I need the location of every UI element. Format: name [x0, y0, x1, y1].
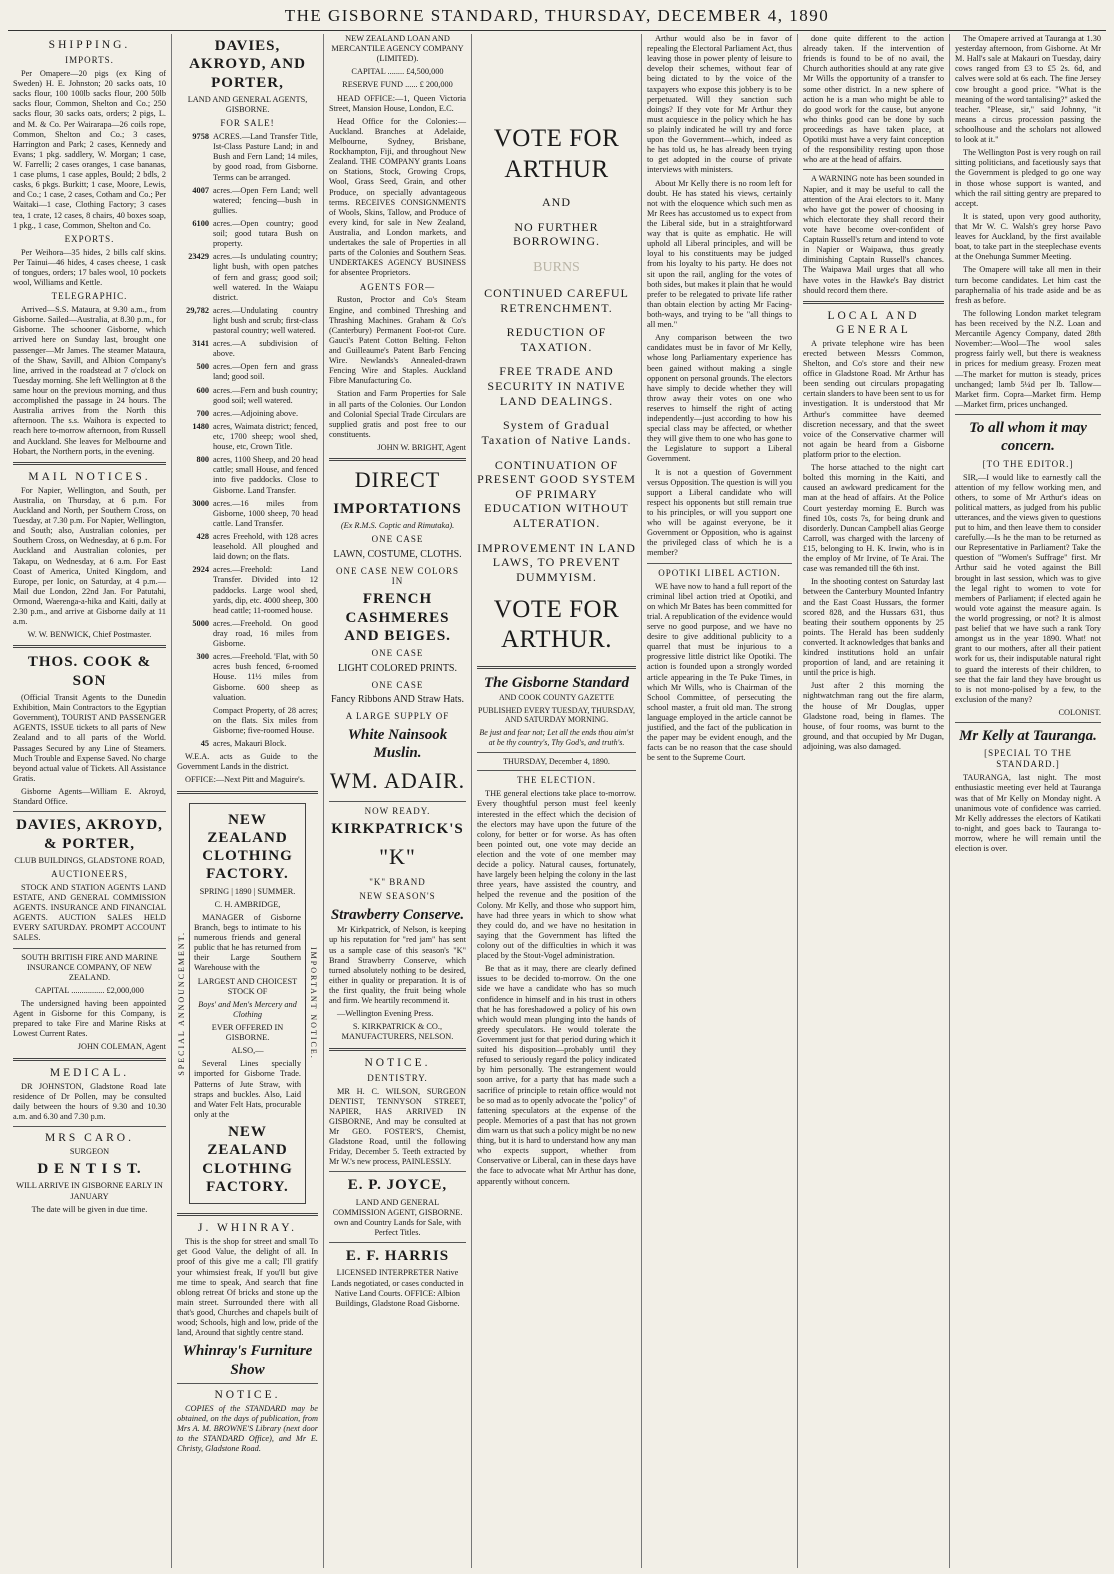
divider [477, 666, 636, 669]
property-acres: 6100 [192, 218, 209, 228]
one-case-1: ONE CASE [371, 534, 424, 545]
property-listing [177, 252, 318, 303]
property-description: acres, 1100 Sheep, and 20 head cattle; small House, and fenced into five paddocks. Close to Gisborne. Land Transfer. [213, 455, 318, 495]
strawberry: Strawberry Conserve. [330, 907, 465, 924]
property-listing [177, 532, 318, 562]
dentistry: DENTISTRY. [367, 1072, 428, 1083]
property-acres: 428 [196, 532, 209, 542]
cook-agents: Gisborne Agents—William E. Akroyd, Standard Office. [13, 786, 166, 807]
divider [13, 1126, 166, 1127]
divider [477, 752, 636, 753]
vote-for-arthur-1: VOTE FOR ARTHUR [493, 125, 620, 183]
now-ready: NOW READY. [364, 806, 431, 817]
property-description: ACRES.—Land Transfer Title, Ist-Class Pasture Land; in and Bush and Fern Land; 14 miles, by good road, from Gisborne. Terms can be arranged. [213, 132, 318, 182]
divider [329, 1171, 466, 1172]
divider [647, 563, 792, 564]
column-2 [172, 34, 324, 1568]
retrenchment: CONTINUED CAREFUL RETRENCHMENT. [484, 285, 629, 315]
property-listing [177, 362, 318, 382]
property-listing [177, 409, 318, 419]
property-acres: 9758 [192, 132, 209, 142]
cook-heading: THOS. COOK & SON [27, 654, 152, 689]
free-trade: FREE TRADE AND SECURITY IN NATIVE LAND DEALINGS. [487, 364, 626, 408]
dap-sub: CLUB BUILDINGS, GLADSTONE ROAD, [14, 855, 165, 865]
nzl-reserve: RESERVE FUND ...... £ 200,000 [342, 80, 453, 90]
special-label: [SPECIAL TO THE STANDARD.] [984, 748, 1072, 770]
dap-heading: DAVIES, AKROYD, & PORTER, [16, 817, 163, 852]
largest: LARGEST AND CHOICEST STOCK OF [197, 976, 298, 996]
direct-heading: DIRECT [354, 467, 441, 493]
c5-text-2: About Mr Kelly there is no room left for doubt. He has stated his views, certainly not with the eloquence which such men as Mr Rees has accustomed us to expect from the Liberal side, but in a straightforward way that is quite as emphatic. He will uphold all Liberal principles, and will be loyal to his constituents may be judged from his loyalty to his party. He does not sit upon the rail, angling for the votes of both sides, but makes it plain that he would prefer to be relegated to private life rather than obtain election by acting Mr Facing-both-ways, and trying to be "all things to all men." [647, 178, 792, 330]
k-brand-logo: "K" [379, 844, 416, 870]
divider [329, 1242, 466, 1243]
editor-label: [TO THE EDITOR.] [982, 458, 1074, 469]
vertical-banner-right: IMPORTANT NOTICE. [309, 947, 318, 1060]
clothing-box [189, 803, 306, 1205]
sbf-capital: CAPITAL ................ £2,000,000 [35, 985, 144, 995]
c7-text-1: The Omapere arrived at Tauranga at 1.30 yesterday afternoon, from Gisborne. At Mr M. Hall's sale at Makauri on Tuesday, dairy cows ranged from £3 to £5 2s. 6d, and calves were sold at 6s each. The fine Jersey cow brought a good price. "What is the meaning of the word tantalising?" asked the teacher. "Please, sir," said Johnny, "it means a circus procession passing the schoolhouse and the scholars not allowed to look at it." [955, 34, 1101, 145]
c6-text-1: done quite different to the action already taken. If the intervention of friends is found to be of no avail, the Church authorities should at any rate give Mr Wills the opportunity of a transfer to some other district. In a new sphere of action he is a man who might be able to do good work for the cause, but anyone who thinks good can be done by such proceedings as have taken place, at Opotiki must have a very faint conception of the responsibility resting upon those who are at the head of affairs. [803, 34, 944, 165]
mail-heading: MAIL NOTICES. [28, 470, 151, 483]
whinray-heading: J. WHINRAY. [198, 1222, 297, 1235]
c7-text-2: The Wellington Post is very rough on rail sitting politicians, and facetiously says that the Government is pledged to go one way in those whose support is wanted, and which the rail sitting gentry are prepared to accept. [955, 148, 1101, 208]
masthead: THE GISBORNE STANDARD, THURSDAY, DECEMBER 4, 1890 [8, 4, 1106, 31]
c5-text-3: Any comparison between the two candidates must be in favor of Mr Kelly, whose long Parliamentary experience has been gained without making a single opponent on personal grounds. The electors have simply to decide whether they will throw away their votes on one who reserves to himself the right of acting independently—just according to how his special class may be affected, or whether they will give them to one who has gone to the Legislature to support a Liberal Government. [647, 333, 793, 464]
kirk-text: Mr Kirkpatrick, of Nelson, is keeping up his reputation for "red jam" has sent us a sample case of this season's "K" Brand Strawberry Conserve, which turned absolutely nothing to be desired, either in quality or preparation. It is of the first quality, the fruit being whole and firm. We heartily recommend it. [329, 925, 466, 1006]
divider [803, 169, 944, 170]
vertical-banner-left: SPECIAL ANNOUNCEMENT. [177, 931, 186, 1076]
muslin: White Nainsook Muslin. [347, 726, 448, 761]
property-acres: 23429 [188, 252, 209, 262]
lawn: LAWN, COSTUME, CLOTHS. [333, 549, 462, 561]
c6-text-4: In the shooting contest on Saturday last between the Canterbury Mounted Infantry and the East Coast Hussars, the former scored 828, and the Hussars 631, thus beating their southern opponents by 25 points. The Herald has been suddenly converted. It acknowledges that banks and kindred institutions hold an unfair proportion of land, and are retaining it until the price is high. [803, 577, 944, 678]
land-laws: IMPROVEMENT IN LAND LAWS, TO PREVENT DUMMYISM. [477, 540, 636, 584]
property-acres: 700 [196, 408, 209, 418]
c6-text-2: A private telephone wire has been erected between Messrs Common, Shelton, and Co's store and their new office in Gladstone Road. Mr Arthur has been sending out circulars propagating certain slanders to have been sent to us for investigation. It is understood that Mr Arthur's committee have deemed discretion necessary, and that the sweet voice of the Conservative charmer will not again be heard from a Gisborne platform prior to the election. [803, 338, 944, 459]
property-description: acres.—16 miles from Gisborne, 1000 sheep, 70 head cattle. Land Transfer. [213, 498, 318, 528]
telegraphic-text: Arrived—S.S. Mataura, at 9.30 a.m., from Gisborne. Sailed—Australia, at 8.30 p.m., for Gisborne. The schooner Gisborne, which arrived here on Sunday last, brought one passenger—Mr James. The steamer Mataura, of the Shaw, Savill, and Albion Company's line, arrived in the roadstead at 7 o'clock on Tuesday morning. She left Wellington at 8 the same hour on the previous morning, and thus accomplished the passage in 24 hours. The Australia arrives from the North this afternoon. The s.s. Waihora is expected to reach here to-morrow afternoon, from Russell and Auckland. She leaves for Melbourne and Hobart, the Northern ports, in the evening. [13, 305, 166, 456]
fancy: Fancy Ribbons AND Straw Hats. [330, 694, 465, 706]
editorial-2: Be that as it may, there are clearly defined issues to be decided to-morrow. On the one side we have a candidate who has so much confidence in himself and in his trust in others that he has foreshadowed a policy of his own which would mean plunging into the hands of greedy speculators. He would tolerate the Government just for that period during which it suited his disposition—probably until they refused to seriously regard the policy indicated by him personally. The estrangement would soon arrive, for a party that has made such a sacrifice of principle to retain office would not be so mad as to openly advocate the "policy" of fattening speculators at the expense of the people. Memories of a past that has not grown dim warn us that such a policy might be no new thing, but it is hard to understand how any man who expects support, whether from Conservative or Liberal, can in these days have the face to advocate what Mr Arthur has done, apparently without concern. [477, 964, 636, 1186]
property-description: acres.—Open fern and grass land; good soil. [213, 362, 318, 382]
paper-title: The Gisborne Standard [483, 674, 630, 691]
property-listing [177, 219, 318, 249]
auctioneers-heading: AUCTIONEERS, [51, 868, 128, 879]
property-listing [177, 739, 318, 749]
property-listing [177, 306, 318, 336]
property-description: acres, Makauri Block. [213, 739, 287, 749]
one-case-3: ONE CASE [371, 679, 424, 690]
office-note: OFFICE:—Next Pitt and Maguire's. [185, 775, 305, 785]
new-season: NEW SEASON'S [359, 891, 436, 902]
divider [477, 770, 636, 771]
harris-text: LICENSED INTERPRETER Native Lands negotiated, or cases conducted in Native Land Courts. OFFICE: Albion Buildings, Gladstone Road Gisborne. [331, 1268, 464, 1308]
c5-text-4: It is not a question of Government versus Opposition. The question is will you support a Liberal candidate who will respect his opponents but still remain true to his principles, or will you support one who will be against everyone, be it Government or Opposition, who is against the privileged class of which he is a member? [647, 467, 792, 558]
auctioneers-text: STOCK AND STATION AGENTS LAND ESTATE, AND GENERAL COMMISSION AGENTS. INSURANCE AND FINANCIAL AGENTS. AUCTION SALES HELD EVERY SATURDAY. PROMPT ACCOUNT SALES. [13, 882, 166, 943]
cook-text: (Official Transit Agents to the Dunedin Exhibition, Main Contractors to the Egyptian Government), TOURIST AND PASSENGER AGENTS, ISSUE tickets to all parts of New Zealand and to all parts of the World. Passages Secured by any Line of Steamers. Much Trouble and Expense Saved. No charge beyond actual value of Tickets. All Assistance Gratis. [13, 693, 166, 783]
property-description: acres.—Freehold. On good dray road, 16 miles from Gisborne. [213, 618, 318, 649]
divider [329, 1048, 466, 1051]
motto: Be just and fear not; Let all the ends thou aim'st at be thy country's, Thy God's, and truth's. [479, 728, 634, 747]
light-prints: LIGHT COLORED PRINTS. [338, 663, 457, 675]
joyce: E. P. JOYCE, [347, 1177, 448, 1194]
property-listing [177, 339, 318, 359]
libel-heading: OPOTIKI LIBEL ACTION. [658, 567, 781, 578]
burns-showthrough: BURNS [533, 259, 580, 275]
column-3 [324, 34, 472, 1568]
signed: COLONIST. [1058, 708, 1101, 718]
c7-text-5: The following London market telegram has been received by the N.Z. Loan and Mercantile Agency Company, dated 28th November:—Wool—The wool sales progress fairly well, but there is weakness in prices for medium greasy. Frozen meat—The market for mutton is steady, prices unchanged; lamb 5¼d per lb. Tallow—Market firm. Copra—Market firm. Hemp—Market firm, prices unchanged. [955, 308, 1101, 409]
imports-text: Per Omapere—20 pigs (ex King of Sweden) H. E. Johnston; 20 sacks oats, 10 sacks flour, 100 100lb sacks flour, 200 50lb sacks flour, Common, Shelton and Co.; 250 sacks flour, 30 sacks oats, orders; 2 pigs, L. and M. & Co. Per Wairarapa—26 coils rope, Common, Shelton and Co.; 3 cases, Harrington and Park; 2 cases, Kennedy and Evans; 1 pkg. saddlery, W. Morgan; 1 case, W. Farrelli; 2 cases oranges, 1 case bananas, 1 case plums, 1 case apples, Bould; 2 bdls, 2 casks, 6 pkgs. Burkitt; 1 case, Moore, Lewis, and Co.; 1 case, 2 cases, Cotham and Co.; Per Waitaki—1 case, Clothing Factory; 3 cases tea, 1 crate, 12 cases, 8 chairs, 40 boxes soap, 1 pkg., 1 case, Common, Shelton and Co. [13, 68, 166, 230]
notice-heading: NOTICE. [214, 1388, 281, 1401]
property-acres: 2924 [192, 565, 209, 575]
one-case-2: ONE CASE [371, 648, 424, 659]
offered: EVER OFFERED IN GISBORNE. [211, 1023, 284, 1043]
property-description: Compact Property, of 28 acres; on the flats. Six miles from Gisborne; five-roomed House. [213, 705, 318, 735]
editorial-1: THE general elections take place to-morrow. Every thoughtful person must feel keenly interested in the effect which the decision of the electors may have upon the future of the colony, for better or for worse. As has often been pointed out, one vote may decide an election and the vote of one member may decide a policy. Natural causes, fortunately, have largely been helping the colony in the last three years, have assisted the country, and helped the revenue and the position of the Colony. Mr Kelly, and those who support him, have had three years in which to show what they could do, and we have no hesitation in saying that the Government has lifted the colony out of the difficulties in which it was placed by the Stout-Vogel administration. [477, 789, 636, 961]
gazette: AND COOK COUNTY GAZETTE [498, 692, 615, 702]
column-7 [950, 34, 1106, 1568]
taxation: REDUCTION OF TAXATION. [506, 325, 607, 354]
clothing-factory-ad [177, 799, 318, 1209]
property-description: acres.—Adjoining above. [213, 408, 299, 418]
property-description: acres, Waimata district; fenced, etc, 1700 sheep; wool shed, house, etc, Crown Title. [213, 421, 318, 452]
firm-sub: LAND AND GENERAL AGENTS, GISBORNE. [187, 94, 308, 114]
column-5 [642, 34, 798, 1568]
divider [13, 1058, 166, 1061]
warning-text: A WARNING note has been sounded in Napier, and it may be useful to call the attention of the Arai electors to it. Many who have got the power of choosing in which electorate they shall record their vote have become over-confident of Captain Russell's return and intend to vote in Napier or Waipawa, thus greatly diminishing Captain Russell's chances. The Waipawa Mail urges that all who have votes in the Hawke's Bay district should record them there. [803, 174, 944, 295]
supply: A LARGE SUPPLY OF [345, 710, 450, 721]
column-4 [472, 34, 642, 1568]
agents-heading: AGENTS FOR— [359, 281, 436, 292]
no-borrowing: NO FURTHER BORROWING. [513, 219, 600, 249]
property-acres: 5000 [192, 618, 209, 628]
caro-heading: MRS CARO. [45, 1131, 134, 1144]
property-description: acres.—Freehold. 'Flat, with 50 acres bush fenced, 6-roomed House. 11½ miles from Gisborne. 600 sheep as valuation. [213, 652, 318, 702]
boys: Boys' and Men's Mercery and Clothing [198, 999, 297, 1019]
importations-sub: (Ex R.M.S. Coptic and Rimutaka). [340, 521, 455, 531]
divider [177, 1383, 318, 1384]
joyce-text: LAND AND GENERAL COMMISSION AGENT, GISBORNE. own and Country Lands for Sale, with Perfect Titles. [332, 1197, 463, 1238]
nzcf-footer: NEW ZEALAND CLOTHING FACTORY. [202, 1124, 293, 1195]
sbf-heading: SOUTH BRITISH FIRE AND MARINE INSURANCE COMPANY, OF NEW ZEALAND. [21, 952, 158, 982]
c5-text-1: Arthur would also be in favor of repealing the Electoral Parliament Act, thus leaving those in power plenty of leisure to develop their schemes, without fear of being dictated to by the voice of the taxpayers who expose this jobbery is to be perpetuated. Will they sanction such doings? If they vote for Mr Arthur they must acquiesce in the policy which he has so plainly indicated he will try and force upon the Government—which, indeed as he has told us, he has already been trying to get adopted in the course of private interviews with ministers. [647, 34, 792, 175]
whinray-poem: This is the shop for street and small To get Good Value, the delight of all. In proof of this give me a call; I'll gratify your whimsiest freak, If you'll but give me time to speak, And search that fine oblong retreat Of bricks and stone up the main street. Surrounded there with all that's good, Churches and chapels built of wood; Schools, high and low, pride of the land, Around that sightly centre stand. [177, 1237, 318, 1338]
nzl-heading: NEW ZEALAND LOAN AND MERCANTILE AGENCY COMPANY (LIMITED). [331, 34, 464, 64]
property-description: acres.—A subdivision of above. [213, 339, 318, 359]
property-acres: 4007 [192, 185, 209, 195]
importations-heading: IMPORTATIONS [333, 500, 462, 517]
property-listing [177, 422, 318, 452]
nzl-head: HEAD OFFICE:—1, Queen Victoria Street, Mansion House, London, E.C. [329, 93, 466, 113]
property-listing [177, 565, 318, 616]
shipping-heading: SHIPPING. [48, 39, 131, 51]
bright: JOHN W. BRIGHT, Agent [377, 443, 466, 453]
divider [177, 1213, 318, 1216]
divider [329, 458, 466, 461]
column-6 [798, 34, 950, 1568]
c7-text-7: TAURANGA, last night. The most enthusiastic meeting ever held at Tauranga was that of Mr Kelly on Monday night. A unanimous vote of confidence was carried. Mr Kelly addresses the electors of Katikati to-night, and goes back to Tauranga to-morrow, where he will remain until the election is over. [955, 773, 1101, 854]
season: SPRING | 1890 | SUMMER. [199, 886, 296, 896]
divider [329, 801, 466, 802]
ambridge: C. H. AMBRIDGE, [214, 899, 281, 909]
sbf-text: The undersigned having been appointed Agent in Gisborne for this Company, is prepared to take Fire and Marine Risks at Lowest Current Rates. [13, 998, 166, 1039]
property-description: acres.—Freehold: Land Transfer. Divided into 12 paddocks. Large wool shed, yards, dip, etc. 4000 sheep, 300 head cattle; 11-roomed house. [213, 565, 318, 615]
property-acres: 3000 [192, 498, 209, 508]
agents-text: Ruston, Proctor and Co's Steam Engine, and combined Threshing and Thrashing Machines. Graham & Co's (Canterbury) Permanent Foot-rot Cure. Gauci's Patent Cotton Belting. Felton and Guilleaume's Patent Barb Fencing Wire. Newlands's Annealed-drawn Fencing Wire and Staples. Auckland Fibre Manufacturing Co. [329, 295, 466, 386]
property-acres: 1480 [192, 421, 209, 431]
c6-text-3: The horse attached to the night cart bolted this morning in the Kaiti, and caused an awkward predicament for the man at the head of affairs. At the Police Court yesterday morning E. Burch was fined 10s, costs 7s, for being drunk and disorderly. Duncan Campbell alias George Carroll, was charged with the larceny of £15, belonging to H. K. Irwin, who is in the employ of Mr Irvine, of Te Arai. The case was remanded till the 6th inst. [803, 463, 945, 574]
notice-heading-3: NOTICE. [364, 1056, 431, 1069]
property-listing [177, 455, 318, 495]
c7-text-3: It is stated, upon very good authority, that Mr W. C. Walsh's grey horse Pavo leaves for Auckland, by the first available boat, to take part in the steeplechase events at the Onehunga Summer Meeting. [955, 211, 1101, 262]
medical-text: DR JOHNSTON, Gladstone Road late residence of Dr Pollen, may be consulted daily between the hours of 9.30 and 10.30 a.m. and 6.30 and 7.30 p.m. [13, 1081, 166, 1121]
property-description: acres.—Open Fern Land; well watered; fencing—bush in gullies. [213, 185, 318, 215]
property-acres: 29,782 [186, 305, 209, 315]
wea-note: W.E.A. acts as Guide to the Government Lands in the district. [177, 752, 318, 772]
property-description: acres.—Open country; good soil; good tutara Bush on property. [213, 218, 318, 249]
kirk-company: S. KIRKPATRICK & CO., MANUFACTURERS, NELSON. [341, 1022, 454, 1042]
property-acres: 45 [200, 739, 209, 749]
kelly-heading: Mr Kelly at Tauranga. [959, 728, 1097, 745]
property-listing [177, 386, 318, 406]
property-description: acres Freehold, with 128 acres leasehold. All ploughed and laid down; on the flats. [213, 532, 318, 562]
divider [13, 645, 166, 648]
c7-text-4: The Omapere will take all men in their turn become candidates. Let him cast the paraphernalia of his trade aside and be as fresh as before. [955, 265, 1101, 305]
divider [177, 791, 318, 794]
education: CONTINUATION OF PRESENT GOOD SYSTEM OF PRIMARY EDUCATION WITHOUT ALTERATION. [477, 457, 636, 531]
c5-text-5: WE have now to hand a full report of the criminal libel action tried at Opotiki, and on which Mr Bates has been committed for trial. A republication of the evidence would serve no good purpose, and we have no desire to give additional publicity to a quarrel that must be injurious to a progressive little district like Opotiki. The action is founded upon a strongly worded article appearing in the Te Puke Times, in which Mr Wills, who is Chairman of the School Committee, of persecuting the school master, a fruit old man. The strong language employed in the article cannot be justified, and the fact of the publication in the paper may be evident enough, and the facts can be no reason that the case should be sent to the Supreme Court. [647, 581, 792, 763]
nzcf-heading: NEW ZEALAND CLOTHING FACTORY. [202, 811, 293, 883]
vote-for-arthur-2: VOTE FOR ARTHUR. [493, 595, 620, 654]
telegraphic-heading: TELEGRAPHIC. [51, 291, 128, 302]
ambridge-text: MANAGER of Gisborne Branch, begs to intimate to his numerous friends and general public that he has returned from their Large Southern Warehouse with the [194, 912, 301, 973]
election-heading: THE ELECTION. [517, 775, 596, 786]
divider [803, 301, 944, 304]
copies-text: COPIES of the STANDARD may be obtained, on the days of publication, from Mrs A. M. BROWNE'S Library (next door to the STANDARD Office), and Mr E. Christy, Gladstone Road. [177, 1403, 318, 1454]
property-description: acres.—Fern and bush country; good soil; well watered. [213, 385, 318, 405]
postmaster: W. W. BENWICK, Chief Postmaster. [27, 630, 152, 640]
property-listing [177, 619, 318, 649]
also-text: Several Lines specially imported for Gisborne Trade. Patterns of Jute Straw, with straps and buckles. Also, Laid and Water Felt Hats, procurable only at the [194, 1059, 301, 1119]
imports-heading: IMPORTS. [65, 55, 114, 66]
property-list [177, 132, 318, 749]
property-listing [177, 499, 318, 529]
local-heading: LOCAL AND GENERAL [827, 309, 920, 336]
property-listing [177, 706, 318, 736]
property-acres [177, 706, 209, 736]
nzl-text: Head Office for the Colonies:—Auckland. Branches at Adelaide, Melbourne, Sydney, Brisbane, Rockhampton, Fiji, and throughout New Zealand. THE COMPANY grants Loans on Stations, Stock, Growing Crops, Wool, Grass Seed, Grain, and other Produce, on specially advantageous terms. RECEIVES CONSIGNMENTS of Wools, Skins, Tallow, and Produce of every kind, for sale in New Zealand, Australia, and London markets, and undertakes the sale of Properties in all parts of the Colonies and Southern Seas. UNDERTAKES AGENCY BUSINESS for absentee Proprietors. [329, 116, 466, 278]
for-sale-heading: FOR SALE! [220, 118, 275, 129]
property-acres: 3141 [192, 339, 209, 349]
agents-text-2: Station and Farm Properties for Sale in all parts of the Colonies. Our London and Colonial Special Trade Circulars are supplied gratis and post free to our constituents. [329, 389, 466, 439]
medical-heading: MEDICAL. [49, 1066, 130, 1079]
c7-text-6: SIR,—I would like to earnestly call the attention of my fellow working men, and others, to some of Mr Arthur's ideas on political matters, as judged from his public utterances, and the views given to questions put to him, and then leave them to consider carefully.—Is he the man to be returned as our Representative in Parliament? Take the question of "Women's Suffrage" first. Mr Arthur said he voted against the Bill brought in last session, which was to give the legal right to women to vote for members of Parliament; if elected again he would vote against the measure again. Is the world progressing, or not? It is almost past belief that we have such a rank Tory amongst us in the year 1890. What! not grant to our mothers, after all their patient work for us, their indisputable natural right to guard the interests of their children, to see that the fair land they have brought us to is not mono-polised by a few, to the exclusion of the many? [955, 472, 1101, 704]
property-description: acres.—Undulating country light bush and scrub; first-class pastoral country; well watered. [213, 305, 318, 336]
column-1 [8, 34, 172, 1568]
k-brand: "K" BRAND [369, 877, 426, 888]
exports-text: Per Weihora—35 hides, 2 bills calf skins. Per Tainui—46 hides, 4 cases cheese, 1 cask of tongues, orders; 17 bales wool, 10 pockets wool, Williams and Kettle. [13, 247, 166, 288]
gradual-taxation: System of Gradual Taxation of Native Lands. [481, 418, 632, 447]
kirk-source: —Wellington Evening Press. [337, 1009, 434, 1019]
property-listing [177, 186, 318, 216]
french: FRENCH CASHMERES AND BEIGES. [344, 591, 451, 645]
divider [955, 414, 1101, 415]
dentist-heading: D E N T I S T. [37, 1161, 142, 1178]
concern-heading: To all whom it may concern. [969, 419, 1087, 455]
property-listing [177, 132, 318, 183]
c6-text-5: Just after 2 this morning the nightwatchman rang out the fire alarm, the house of Mr Douglas, upper Gladstone road, being in flames. The house, of four rooms, was burnt to the ground, and that occupied by Mr Dugan, adjoining, was also damaged. [803, 681, 944, 752]
published: PUBLISHED EVERY TUESDAY, THURSDAY, AND SATURDAY MORNING. [478, 705, 635, 725]
property-acres: 300 [196, 652, 209, 662]
one-case-new: ONE CASE NEW COLORS IN [335, 565, 460, 587]
caro-sub: SURGEON [69, 1146, 110, 1156]
sbf-agent: JOHN COLEMAN, Agent [77, 1042, 166, 1052]
furniture-show: Whinray's Furniture Show [182, 1343, 313, 1378]
property-acres: 600 [196, 385, 209, 395]
property-acres: 800 [196, 455, 209, 465]
divider [13, 462, 166, 465]
columns [8, 34, 1106, 1568]
caro-text: WILL ARRIVE IN GISBORNE EARLY IN JANUARY [16, 1181, 163, 1201]
and: AND [542, 195, 571, 209]
harris: E. F. HARRIS [345, 1248, 450, 1265]
property-description: acres.—Is undulating country; light bush, with open patches of fern and grass; good soil; well watered. In the Waiapu district. [213, 252, 318, 302]
property-listing [177, 652, 318, 703]
dateline: THURSDAY, December 4, 1890. [503, 756, 610, 766]
property-acres: 500 [196, 362, 209, 372]
wilson-text: MR H. C. WILSON, SURGEON DENTIST, TENNYSON STREET, NAPIER, HAS ARRIVED IN GISBORNE, And may be consulted at Mr GEO. FOSTER'S, Chemist, Gladstone Road, until the following Friday, December 5. Teeth extracted by Mr W.'s new process, PAINLESSLY. [329, 1086, 466, 1167]
kirkpatrick: KIRKPATRICK'S [331, 821, 464, 838]
firm-heading: DAVIES, AKROYD, AND PORTER, [189, 38, 306, 91]
also: ALSO,— [231, 1046, 264, 1056]
caro-date: The date will be given in due time. [31, 1204, 148, 1214]
mail-text: For Napier, Wellington, and South, per Australia, on Thursday, at 6 p.m. For Auckland and North, per Southern Cross, on Tuesday, at 7.30 p.m. For Napier, Wellington, and South; also, Australian colonies, per Southern Cross, on Wednesday, at 6 p.m. For Auckland and Australian colonies, per Takapu, on Wednesday, at 6 a.m. For East Coast of America, United Kingdom, and Europe, per Ionic, on Saturday, at 4 p.m.—Mail due London, 22nd Jan. For Patutahi, Ormond, Waerenga-a-hika and Kaiti, daily at 2.30 p.m., and arrive at Gisborne daily at 11 a.m. [13, 485, 166, 627]
divider [13, 811, 166, 812]
divider [955, 722, 1101, 723]
divider [13, 948, 166, 949]
nzl-capital: CAPITAL ........ £4,500,000 [351, 67, 444, 77]
adair: WM. ADAIR. [329, 768, 466, 794]
exports-heading: EXPORTS. [64, 233, 115, 244]
